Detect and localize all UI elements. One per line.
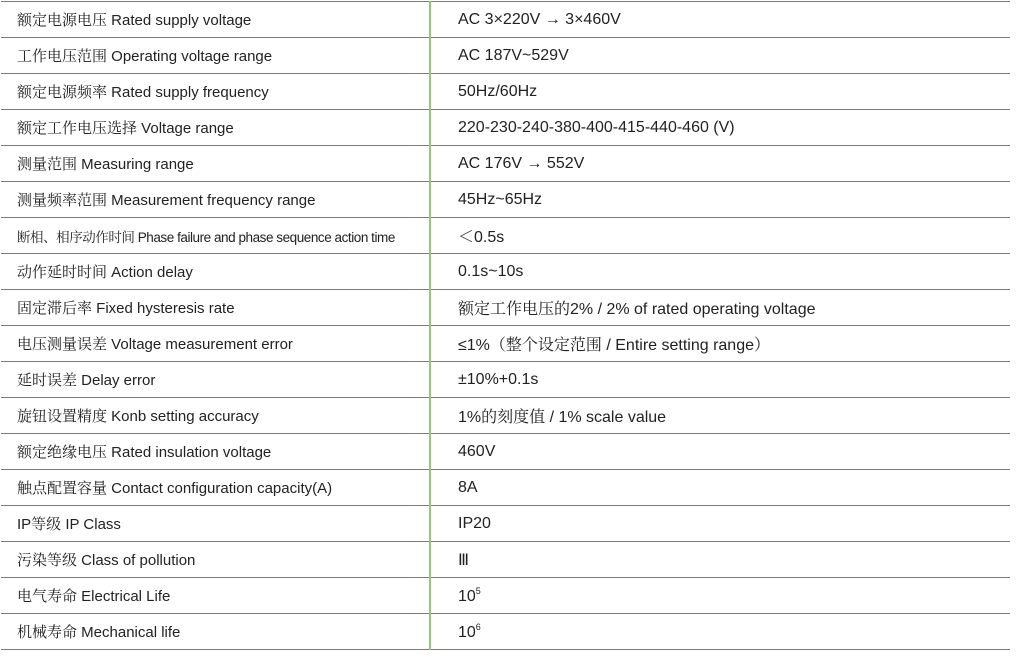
table-row	[1, 254, 1010, 290]
spec-value: 45Hz~65Hz	[430, 182, 1010, 218]
spec-value-base: 10	[458, 587, 476, 605]
spec-table	[1, 1, 1010, 650]
spec-value: ＜0.5s	[430, 218, 1010, 254]
spec-label: 额定工作电压选择 Voltage range	[1, 110, 430, 146]
spec-label: 电气寿命 Electrical Life	[1, 578, 430, 614]
spec-label: 动作延时时间 Action delay	[1, 254, 430, 290]
spec-value-base: 10	[458, 623, 476, 641]
spec-label: IP等级 IP Class	[1, 506, 430, 542]
spec-value: ≤1%（整个设定范围 / Entire setting range）	[430, 326, 1010, 362]
table-row	[1, 542, 1010, 578]
table-row	[1, 38, 1010, 74]
spec-value: 额定工作电压的2% / 2% of rated operating voltage	[430, 290, 1010, 326]
table-row	[1, 74, 1010, 110]
spec-label: 固定滞后率 Fixed hysteresis rate	[1, 290, 430, 326]
spec-value-exponent: 5	[475, 585, 481, 596]
spec-label: 触点配置容量 Contact configuration capacity(A)	[1, 470, 430, 506]
spec-value: IP20	[430, 506, 1010, 542]
table-row	[1, 398, 1010, 434]
spec-label: 机械寿命 Mechanical life	[1, 614, 430, 650]
spec-label: 旋钮设置精度 Konb setting accuracy	[1, 398, 430, 434]
table-row	[1, 110, 1010, 146]
spec-label: 污染等级 Class of pollution	[1, 542, 430, 578]
spec-value: 0.1s~10s	[430, 254, 1010, 290]
spec-value: AC 3×220V → 3×460V	[430, 2, 1010, 38]
spec-value-cell	[430, 578, 1010, 614]
table-row	[1, 182, 1010, 218]
spec-value: AC 176V → 552V	[430, 146, 1010, 182]
table-row	[1, 614, 1010, 650]
table-row	[1, 290, 1010, 326]
spec-value: 8A	[430, 470, 1010, 506]
table-row	[1, 434, 1010, 470]
spec-label: 断相、相序动作时间 Phase failure and phase sequence action time	[17, 229, 395, 245]
spec-label: 额定电源电压 Rated supply voltage	[1, 2, 430, 38]
spec-label: 额定电源频率 Rated supply frequency	[1, 74, 430, 110]
spec-value-cell	[430, 614, 1010, 650]
table-row	[1, 506, 1010, 542]
table-row	[1, 146, 1010, 182]
table-row	[1, 326, 1010, 362]
spec-label-cell	[1, 218, 430, 254]
table-row	[1, 362, 1010, 398]
table-row	[1, 218, 1010, 254]
spec-value: 50Hz/60Hz	[430, 74, 1010, 110]
spec-label: 电压测量误差 Voltage measurement error	[1, 326, 430, 362]
spec-label: 工作电压范围 Operating voltage range	[1, 38, 430, 74]
spec-value: Ⅲ	[430, 542, 1010, 578]
table-row	[1, 578, 1010, 614]
table-row	[1, 2, 1010, 38]
spec-value: 220-230-240-380-400-415-440-460 (V)	[430, 110, 1010, 146]
spec-label: 测量范围 Measuring range	[1, 146, 430, 182]
spec-label: 延时误差 Delay error	[1, 362, 430, 398]
table-row	[1, 470, 1010, 506]
spec-value: 1%的刻度值 / 1% scale value	[430, 398, 1010, 434]
spec-value: 460V	[430, 434, 1010, 470]
spec-label: 额定绝缘电压 Rated insulation voltage	[1, 434, 430, 470]
spec-value-exponent: 6	[475, 621, 481, 632]
spec-label: 测量频率范围 Measurement frequency range	[1, 182, 430, 218]
spec-value: AC 187V~529V	[430, 38, 1010, 74]
spec-value: ±10%+0.1s	[430, 362, 1010, 398]
